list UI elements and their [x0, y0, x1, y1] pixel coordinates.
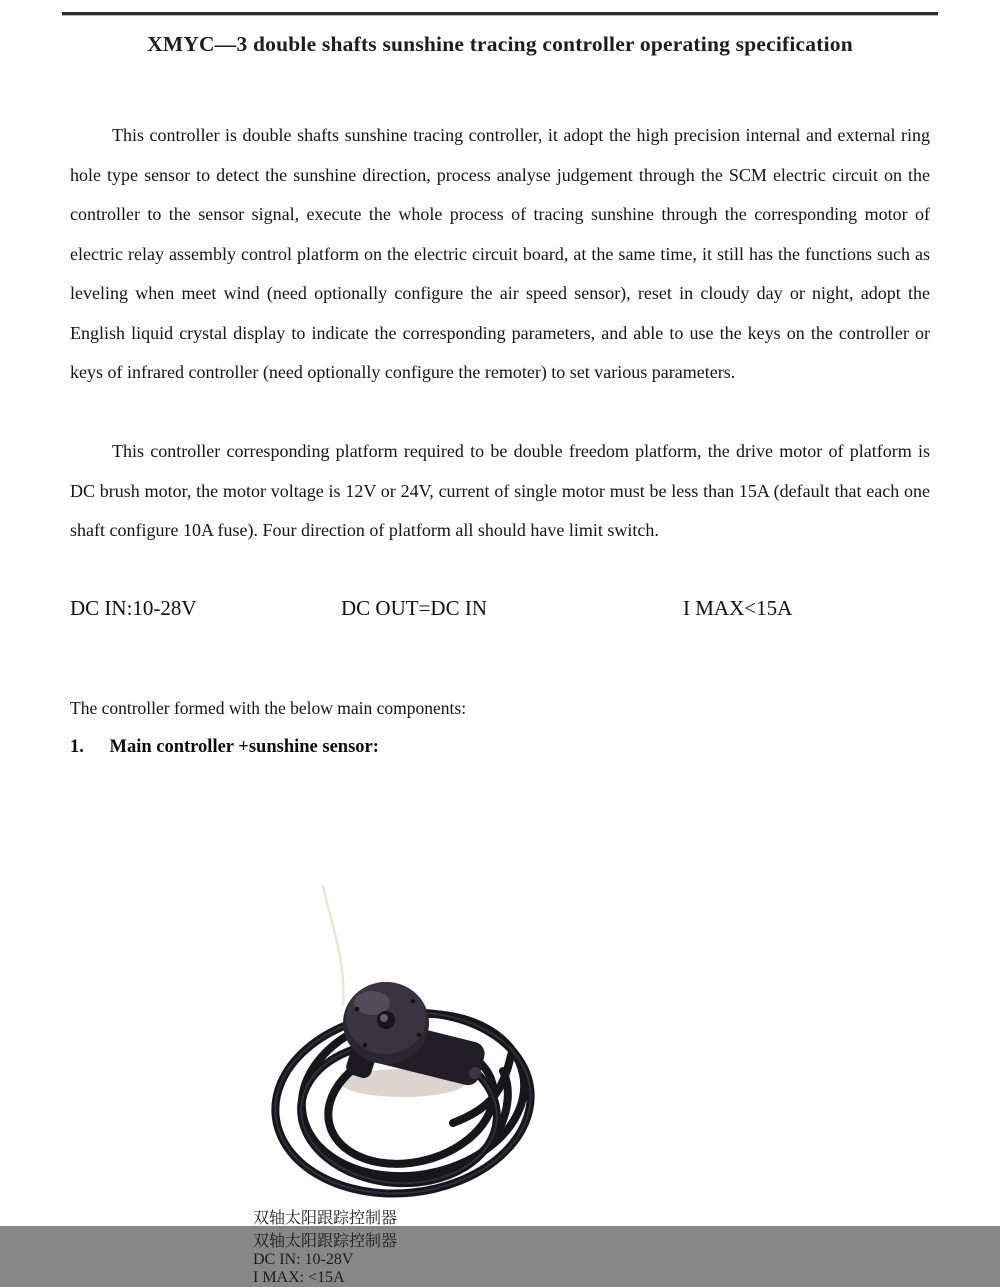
list-item-label: Main controller +sunshine sensor: — [109, 737, 379, 757]
list-item-1 — [70, 737, 930, 758]
sticker-header-cn: 双轴太阳跟踪控制器 — [253, 1233, 398, 1250]
spec-sticker — [253, 1228, 745, 1287]
dome-screw — [363, 1043, 368, 1048]
dome-screw — [417, 1033, 422, 1038]
components-intro: The controller formed with the below main components: — [70, 698, 467, 718]
spec-dc-out: DC OUT=DC IN — [341, 596, 488, 620]
spec-row — [0, 596, 1000, 632]
spec-dc-in: DC IN:10-28V — [70, 596, 197, 620]
cable-and-sensor-graphic — [253, 773, 745, 1200]
list-item-number: 1. — [70, 737, 84, 757]
device-title-cn: 双轴太阳跟踪控制器 — [253, 1210, 398, 1227]
page-title: XMYC—3 double shafts sunshine tracing controller operating specification — [147, 32, 853, 56]
bracket-hole — [469, 1067, 481, 1079]
spec-i-max: I MAX<15A — [683, 596, 793, 620]
sticker-i-max: I MAX: <15A — [253, 1269, 345, 1286]
sensor-lens — [380, 1014, 388, 1022]
dome-screw — [411, 999, 416, 1004]
top-rule — [62, 12, 938, 16]
product-photo — [253, 773, 745, 1286]
dome-screw — [355, 1007, 360, 1012]
sunshine-sensor — [343, 982, 487, 1088]
paragraph-platform: This controller corresponding platform required to be double freedom platform, the drive motor of platform is DC brush motor, the motor voltage is 12V or 24V, current of single motor must be less than 15A (default that each one shaft configure 10A fuse). Four direction of platform all should have limit switch. — [70, 441, 930, 540]
sticker-dc-in: DC IN: 10-28V — [253, 1251, 354, 1268]
controller-box — [253, 1205, 745, 1228]
zip-tie — [323, 885, 343, 1005]
controller-face-panel — [253, 1205, 745, 1228]
paragraph-intro: This controller is double shafts sunshine tracing controller, it adopt the high precision internal and external ring hole type sensor to detect the sunshine direction, process analyse judgement through the SCM electric circuit on the controller to the sensor signal, execute the whole process of tracing sunshine through the corresponding motor of electric relay assembly control platform on the electric circuit board, at the same time, it still has the functions such as leveling when meet wind (need optionally configure the air speed sensor), reset in cloudy day or night, adopt the English liquid crystal display to indicate the corresponding parameters, and able to use the keys on the controller or keys of infrared controller (need optionally configure the remoter) to set various parameters. — [70, 125, 930, 382]
